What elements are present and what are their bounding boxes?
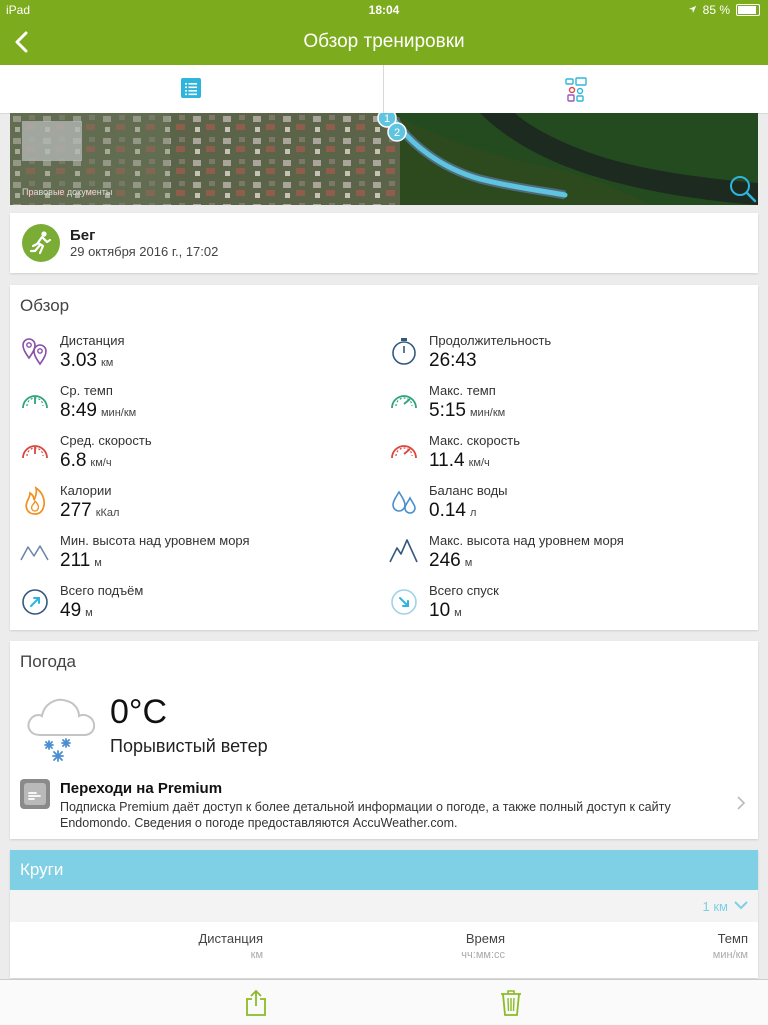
stat-label: Сред. скорость xyxy=(60,433,152,448)
nav-bar xyxy=(0,20,768,65)
stat-unit: кКал xyxy=(95,507,120,519)
stat-unit: м xyxy=(464,557,473,569)
trash-icon xyxy=(500,989,522,1017)
stat-unit: м xyxy=(85,607,93,619)
laps-column-pace xyxy=(713,931,748,961)
stat-unit: км xyxy=(100,357,114,369)
location-arrow-icon xyxy=(688,3,697,17)
stat-value: 26:43 xyxy=(429,350,477,371)
column-header: Дистанция xyxy=(198,931,263,946)
stat-label: Дистанция xyxy=(60,333,125,348)
battery-percent: 85 % xyxy=(702,3,730,17)
stat-unit: мин/км xyxy=(100,407,137,419)
stat-label: Всего подъём xyxy=(60,583,144,598)
max-speed-gauge-icon xyxy=(389,434,419,468)
weather-description: Порывистый ветер xyxy=(110,736,268,756)
activity-name: Бег xyxy=(70,227,96,244)
column-unit: км xyxy=(250,949,263,961)
chevron-down-icon xyxy=(734,900,748,910)
stat-value: 3.03 xyxy=(60,350,97,371)
device-name: iPad xyxy=(6,3,31,17)
stat-label: Продолжительность xyxy=(429,333,552,348)
stat-value: 246 xyxy=(429,550,461,571)
tab-bar xyxy=(0,65,768,114)
max-altitude-icon xyxy=(389,534,419,568)
map-marker-2[interactable] xyxy=(388,123,406,141)
svg-text:2: 2 xyxy=(393,127,401,139)
route-map[interactable] xyxy=(10,113,758,205)
weather-temperature: 0°C xyxy=(110,693,168,731)
water-drops-icon xyxy=(389,484,419,518)
stat-label: Ср. темп xyxy=(60,383,113,398)
column-unit: мин/км xyxy=(712,949,748,961)
stat-max-pace xyxy=(389,381,749,425)
overview-title: Обзор xyxy=(20,296,70,315)
column-header: Время xyxy=(465,931,505,946)
battery-icon xyxy=(736,4,760,16)
stat-avg-speed xyxy=(20,431,380,475)
laps-header xyxy=(10,850,758,890)
stat-unit: м xyxy=(454,607,462,619)
stat-unit: м xyxy=(94,557,102,569)
tab-social[interactable] xyxy=(384,65,767,113)
clock: 18:04 xyxy=(368,3,400,17)
list-icon xyxy=(180,77,202,99)
weather-title: Погода xyxy=(20,652,76,671)
stat-value: 0.14 xyxy=(429,500,466,521)
stat-value: 211 xyxy=(60,550,91,571)
premium-title: Переходи на Premium xyxy=(60,780,223,797)
stat-total-descent xyxy=(389,581,749,625)
activity-card xyxy=(10,213,758,273)
chevron-right-icon xyxy=(736,795,746,816)
stat-unit: мин/км xyxy=(469,407,506,419)
delete-button[interactable] xyxy=(500,989,522,1022)
lap-interval-value: 1 км xyxy=(702,899,728,914)
stat-max-altitude xyxy=(389,531,749,575)
stat-max-speed xyxy=(389,431,749,475)
overview-card xyxy=(10,285,758,630)
stat-duration xyxy=(389,331,749,375)
stat-distance xyxy=(20,331,380,375)
stat-total-ascent xyxy=(20,581,380,625)
stat-label: Макс. высота над уровнем моря xyxy=(429,533,624,548)
snow-cloud-icon xyxy=(22,689,102,767)
laps-column-time xyxy=(461,931,505,961)
running-icon xyxy=(22,224,60,262)
stat-label: Мин. высота над уровнем моря xyxy=(60,533,250,548)
stat-label: Макс. темп xyxy=(429,383,496,398)
ascent-icon xyxy=(20,584,50,618)
column-unit: чч:мм:сс xyxy=(461,949,505,961)
stat-unit: км/ч xyxy=(90,457,112,469)
tab-overview[interactable] xyxy=(0,65,384,113)
column-header: Темп xyxy=(717,931,748,946)
bottom-toolbar xyxy=(0,979,768,1025)
share-icon xyxy=(245,989,267,1017)
stat-min-altitude xyxy=(20,531,380,575)
laps-column-distance xyxy=(198,931,263,961)
stat-unit: км/ч xyxy=(468,457,490,469)
page-title: Обзор тренировки xyxy=(303,31,465,52)
stopwatch-icon xyxy=(389,334,419,368)
weather-card xyxy=(10,641,758,839)
stat-unit: л xyxy=(469,507,477,519)
stat-label: Баланс воды xyxy=(429,483,508,498)
status-bar xyxy=(0,0,768,20)
stat-avg-pace xyxy=(20,381,380,425)
distance-pin-icon xyxy=(20,334,50,368)
stat-water-balance xyxy=(389,481,749,525)
descent-icon xyxy=(389,584,419,618)
lap-interval-selector[interactable] xyxy=(10,890,758,922)
stat-label: Макс. скорость xyxy=(429,433,521,448)
stat-value: 6.8 xyxy=(60,450,87,471)
social-icon xyxy=(564,77,588,103)
max-pace-gauge-icon xyxy=(389,384,419,418)
min-altitude-icon xyxy=(20,534,50,568)
map-legal-link[interactable]: Правовые документы xyxy=(22,187,113,197)
svg-text:1: 1 xyxy=(383,113,391,125)
stat-value: 49 xyxy=(60,600,82,621)
stat-value: 10 xyxy=(429,600,451,621)
pace-gauge-icon xyxy=(20,384,50,418)
laps-title: Круги xyxy=(20,860,64,879)
flame-icon xyxy=(20,484,50,518)
stat-label: Калории xyxy=(60,483,112,498)
stat-label: Всего спуск xyxy=(429,583,499,598)
stat-calories xyxy=(20,481,380,525)
stat-value: 277 xyxy=(60,500,92,521)
share-button[interactable] xyxy=(245,989,267,1022)
stat-value: 5:15 xyxy=(429,400,466,421)
stat-value: 11.4 xyxy=(429,450,465,471)
premium-description: Подписка Premium даёт доступ к более детальной информации о погоде, а также полный доступ к сайту Endomondo. Сведения о погоде предоставляются AccuWeather.com. xyxy=(60,800,671,830)
stat-value: 8:49 xyxy=(60,400,97,421)
premium-icon xyxy=(20,779,50,809)
activity-date: 29 октября 2016 г., 17:02 xyxy=(70,244,219,259)
speed-gauge-icon xyxy=(20,434,50,468)
laps-card xyxy=(10,850,758,978)
